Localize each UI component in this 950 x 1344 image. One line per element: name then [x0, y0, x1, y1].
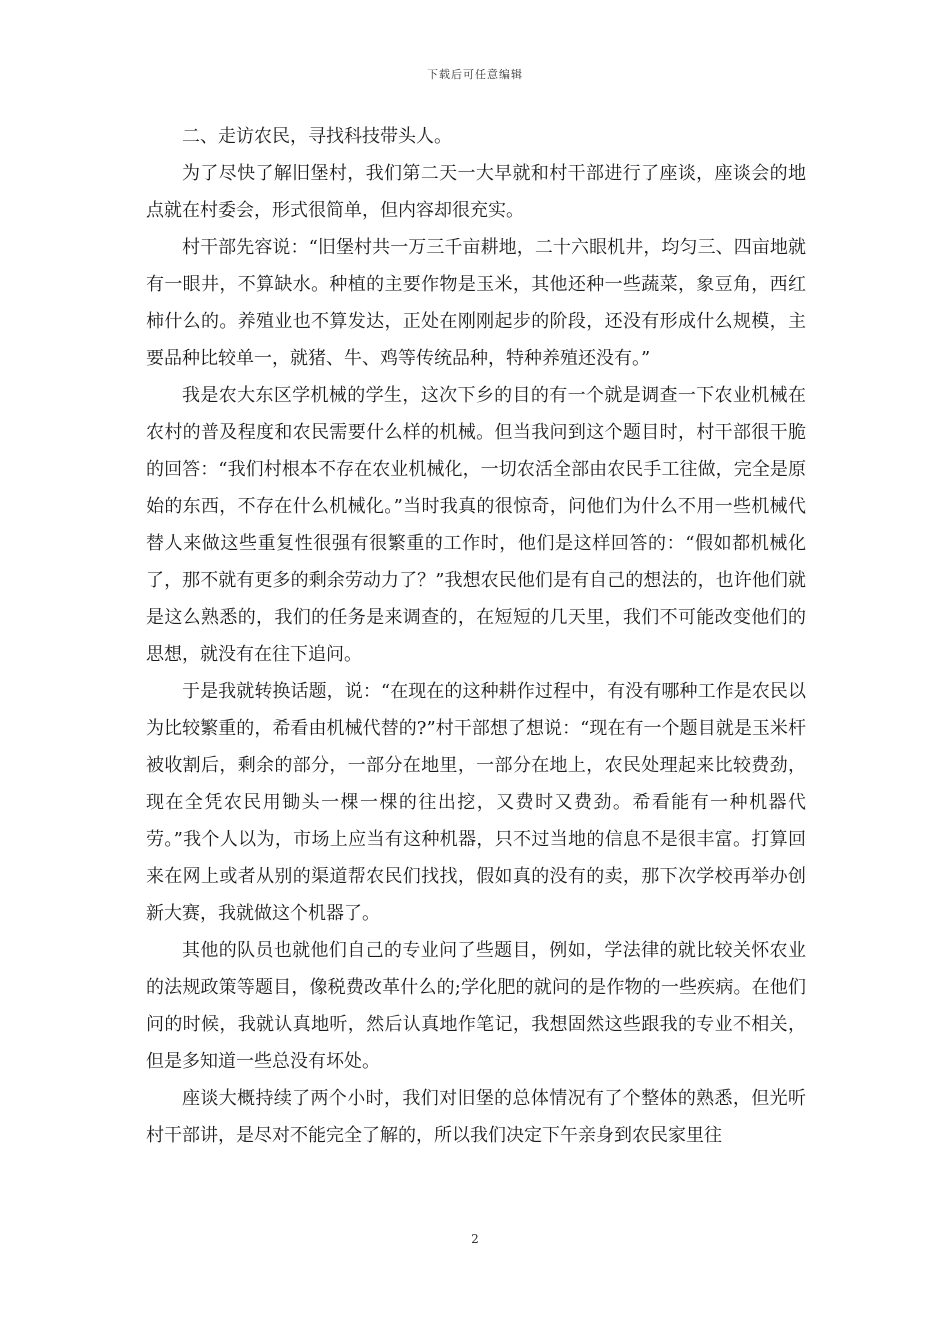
- page-number: 2: [471, 1232, 479, 1246]
- paragraph: 座谈大概持续了两个小时，我们对旧堡的总体情况有了个整体的熟悉，但光听村干部讲，是尽对不能完全了解的，所以我们决定下午亲身到农民家里往: [146, 1088, 806, 1146]
- paragraph: 于是我就转换话题，说：“在现在的这种耕作过程中，有没有哪种工作是农民以为比较繁重的，希看由机械代替的?”村干部想了想说：“现在有一个题目就是玉米杆被收割后，剩余的部分，一部分在地里，一部分在地上，农民处理起来比较费劲，现在全凭农民用锄头一棵一棵的往出挖，又费时又费劲。希看能有一种机器代劳。”我个人以为，市场上应当有这种机器，只不过当地的信息不是很丰富。打算回来在网上或者从别的渠道帮农民们找找，假如真的没有的卖，那下次学校再举办创新大赛，我就做这个机器了。: [146, 681, 806, 924]
- document-body: [146, 118, 806, 1154]
- page-header: 下载后可任意编辑: [427, 68, 523, 81]
- paragraph: 为了尽快了解旧堡村，我们第二天一大早就和村干部进行了座谈，座谈会的地点就在村委会，形式很简单，但内容却很充实。: [146, 163, 806, 221]
- paragraph: 村干部先容说：“旧堡村共一万三千亩耕地，二十六眼机井，均匀三、四亩地就有一眼井，不算缺水。种植的主要作物是玉米，其他还种一些蔬菜，象豆角，西红柿什么的。养殖业也不算发达，正处在刚刚起步的阶段，还没有形成什么规模，主要品种比较单一，就猪、牛、鸡等传统品种，特种养殖还没有。”: [146, 237, 806, 369]
- paragraph: 我是农大东区学机械的学生，这次下乡的目的有一个就是调查一下农业机械在农村的普及程度和农民需要什么样的机械。但当我问到这个题目时，村干部很干脆的回答：“我们村根本不存在农业机械化，一切农活全部由农民手工往做，完全是原始的东西，不存在什么机械化。”当时我真的很惊奇，问他们为什么不用一些机械代替人来做这些重复性很强有很繁重的工作时，他们是这样回答的：“假如都机械化了，那不就有更多的剩余劳动力了？”我想农民他们是有自己的想法的，也许他们就是这么熟悉的，我们的任务是来调查的，在短短的几天里，我们不可能改变他们的思想，就没有在往下追问。: [146, 385, 806, 665]
- section-heading: 二、走访农民，寻找科技带头人。: [182, 126, 452, 147]
- paragraph: 其他的队员也就他们自己的专业问了些题目，例如，学法律的就比较关怀农业的法规政策等题目，像税费改革什么的;学化肥的就问的是作物的一些疾病。在他们问的时候，我就认真地听，然后认真地作笔记，我想固然这些跟我的专业不相关，但是多知道一些总没有坏处。: [146, 940, 806, 1072]
